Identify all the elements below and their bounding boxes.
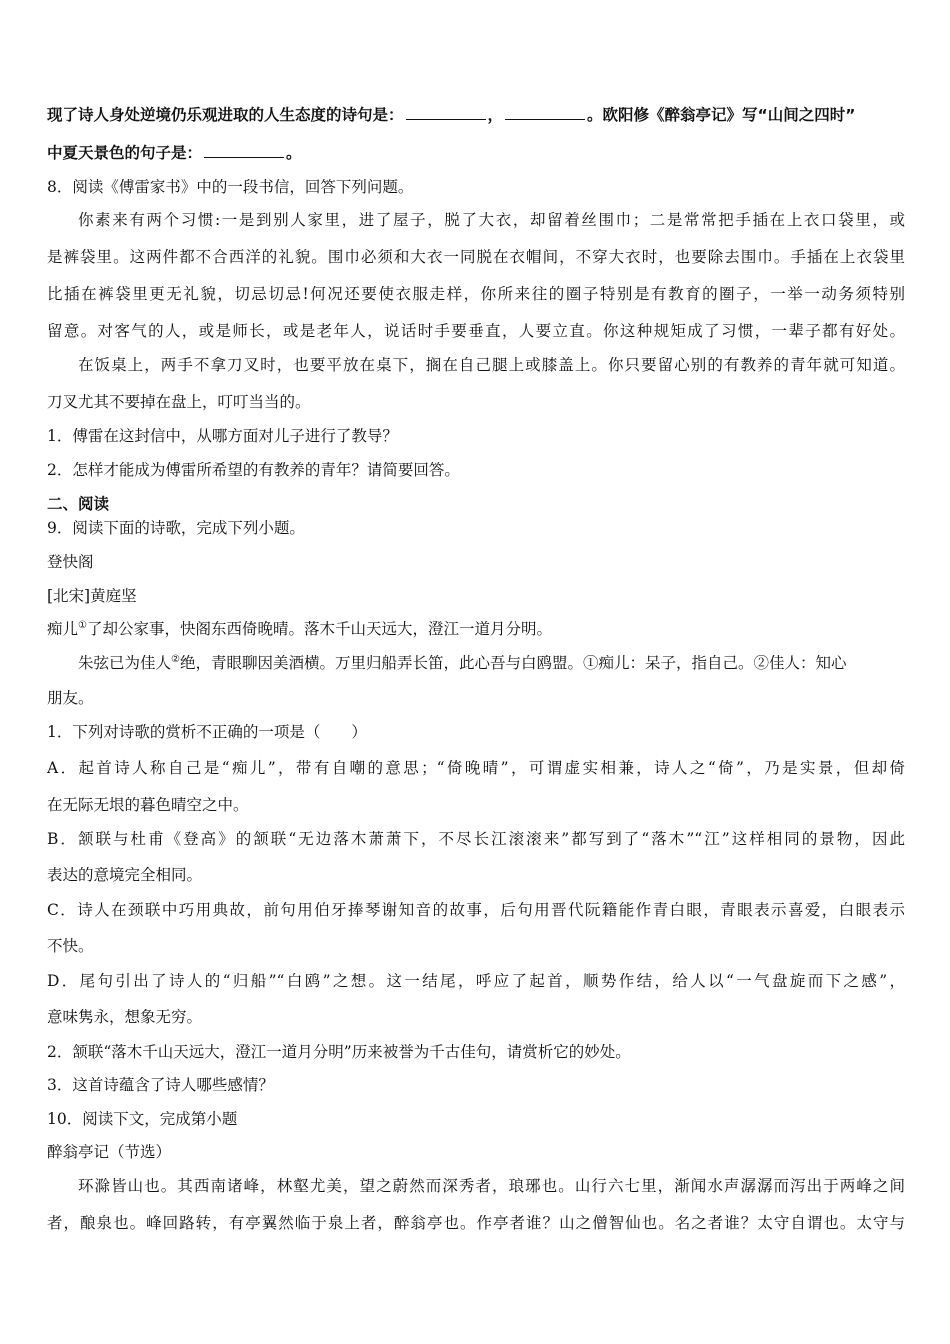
q8-passage-line: 留意。对客气的人，或是师长，或是老年人，说话时手要垂直，人要立直。你这种规矩成了习惯，一辈子都有好处。: [47, 322, 905, 340]
option-d-cont: 意味隽永，想象无穷。: [47, 1008, 203, 1026]
option-b: B．颔联与杜甫《登高》的颔联“无边落木萧萧下，不尽长江滚滚来”都写到了“落木”“江”这样相同的景物，因此: [47, 830, 905, 848]
q8-passage-line: 是裤袋里。这两件都不合西洋的礼貌。围巾必须和大衣一同脱在衣帽间，不穿大衣时，也要除去围巾。手插在上衣袋里: [47, 248, 905, 266]
q9-sub-question-2: 2．颔联“落木千山天远大，澄江一道月分明”历来被誉为千古佳句，请赏析它的妙处。: [47, 1043, 631, 1061]
q7-comma: ，: [487, 106, 504, 124]
q8-passage-line: 你素来有两个习惯:一是到别人家里，进了屋子，脱了大衣，却留着丝围巾；二是常常把手插在上衣口袋里，或: [78, 211, 905, 229]
poem-title: 登快阁: [47, 553, 94, 571]
option-a: A．起首诗人称自己是“痴儿”，带有自嘲的意思；“倚晚晴”，可谓虚实相兼，诗人之“倚”，乃是实景，但却倚: [47, 759, 905, 777]
poem-line-3: 朋友。: [47, 689, 94, 707]
poem-line-2: [78, 651, 847, 673]
q8-passage-line: 比插在裤袋里更无礼貌，切忌切忌!何况还要使衣服走样，你所来往的圈子特别是有教育的圈子，一举一动务须特别: [47, 285, 905, 303]
section-heading: 二、阅读: [47, 495, 110, 513]
q8-passage-line: 刀叉尤其不要掉在盘上，叮叮当当的。: [47, 393, 311, 411]
footnote-marker: ①: [78, 619, 87, 631]
option-c: C．诗人在颈联中巧用典故，前句用伯牙捧琴谢知音的故事，后句用晋代阮籍能作青白眼，青眼表示喜爱，白眼表示: [47, 901, 905, 919]
q9-prompt: 9．阅读下面的诗歌，完成下列小题。: [47, 519, 305, 537]
q8-passage-line: 在饭桌上，两手不拿刀叉时，也要平放在桌下，搁在自己腿上或膝盖上。你只要留心别的有教养的青年就可知道。: [78, 356, 905, 374]
q7-line-2: [47, 141, 302, 163]
q7-line-1: [47, 103, 855, 125]
q10-title: 醉翁亭记（节选）: [47, 1143, 172, 1161]
option-b-cont: 表达的意境完全相同。: [47, 866, 203, 884]
poem-text: 痴儿: [47, 620, 79, 638]
q10-prompt: 10．阅读下文，完成第小题: [47, 1110, 238, 1128]
q10-passage-line: 环滁皆山也。其西南诸峰，林壑尤美，望之蔚然而深秀者，琅琊也。山行六七里，渐闻水声潺潺而泻出于两峰之间: [78, 1177, 905, 1195]
q9-sub-question-1: 1．下列对诗歌的赏析不正确的一项是（ ）: [47, 723, 367, 741]
q8-sub-question-1: 1．傅雷在这封信中，从哪方面对儿子进行了教导？: [47, 427, 398, 445]
poem-text: 朱弦已为佳人: [78, 654, 172, 672]
footnote-marker: ②: [171, 653, 180, 665]
q8-prompt: 8．阅读《傅雷家书》中的一段书信，回答下列问题。: [47, 178, 414, 196]
option-c-cont: 不快。: [47, 937, 94, 955]
q9-sub-question-3: 3．这首诗蕴含了诗人哪些感情？: [47, 1076, 274, 1094]
q7-text: 中夏天景色的句子是：: [47, 144, 203, 162]
poem-author: [北宋]黄庭坚: [47, 587, 137, 605]
q7-text: 现了诗人身处逆境仍乐观进取的人生态度的诗句是：: [47, 106, 404, 124]
poem-line-1: [47, 617, 552, 639]
option-a-cont: 在无际无垠的暮色晴空之中。: [47, 796, 249, 814]
q7-text: 。欧阳修《醉翁亭记》写“山间之四时”: [587, 106, 856, 124]
answer-blank[interactable]: [406, 118, 486, 120]
poem-text: 绝，青眼聊因美酒横。万里归船弄长笛，此心吾与白鸥盟。①痴儿：呆子，指自己。②佳人：知心: [179, 654, 847, 672]
answer-blank[interactable]: [204, 156, 284, 158]
q10-passage-line: 者，酿泉也。峰回路转，有亭翼然临于泉上者，醉翁亭也。作亭者谁？山之僧智仙也。名之者谁？太守自谓也。太守与: [47, 1214, 905, 1232]
answer-blank[interactable]: [505, 118, 585, 120]
q8-sub-question-2: 2．怎样才能成为傅雷所希望的有教养的青年？请简要回答。: [47, 461, 460, 479]
q7-text: 。: [286, 144, 302, 162]
option-d: D．尾句引出了诗人的“归船”“白鸥”之想。这一结尾，呼应了起首，顺势作结，给人以“一气盘旋而下之感”，: [47, 972, 905, 990]
poem-text: 了却公家事，快阁东西倚晚晴。落木千山天远大，澄江一道月分明。: [86, 620, 552, 638]
